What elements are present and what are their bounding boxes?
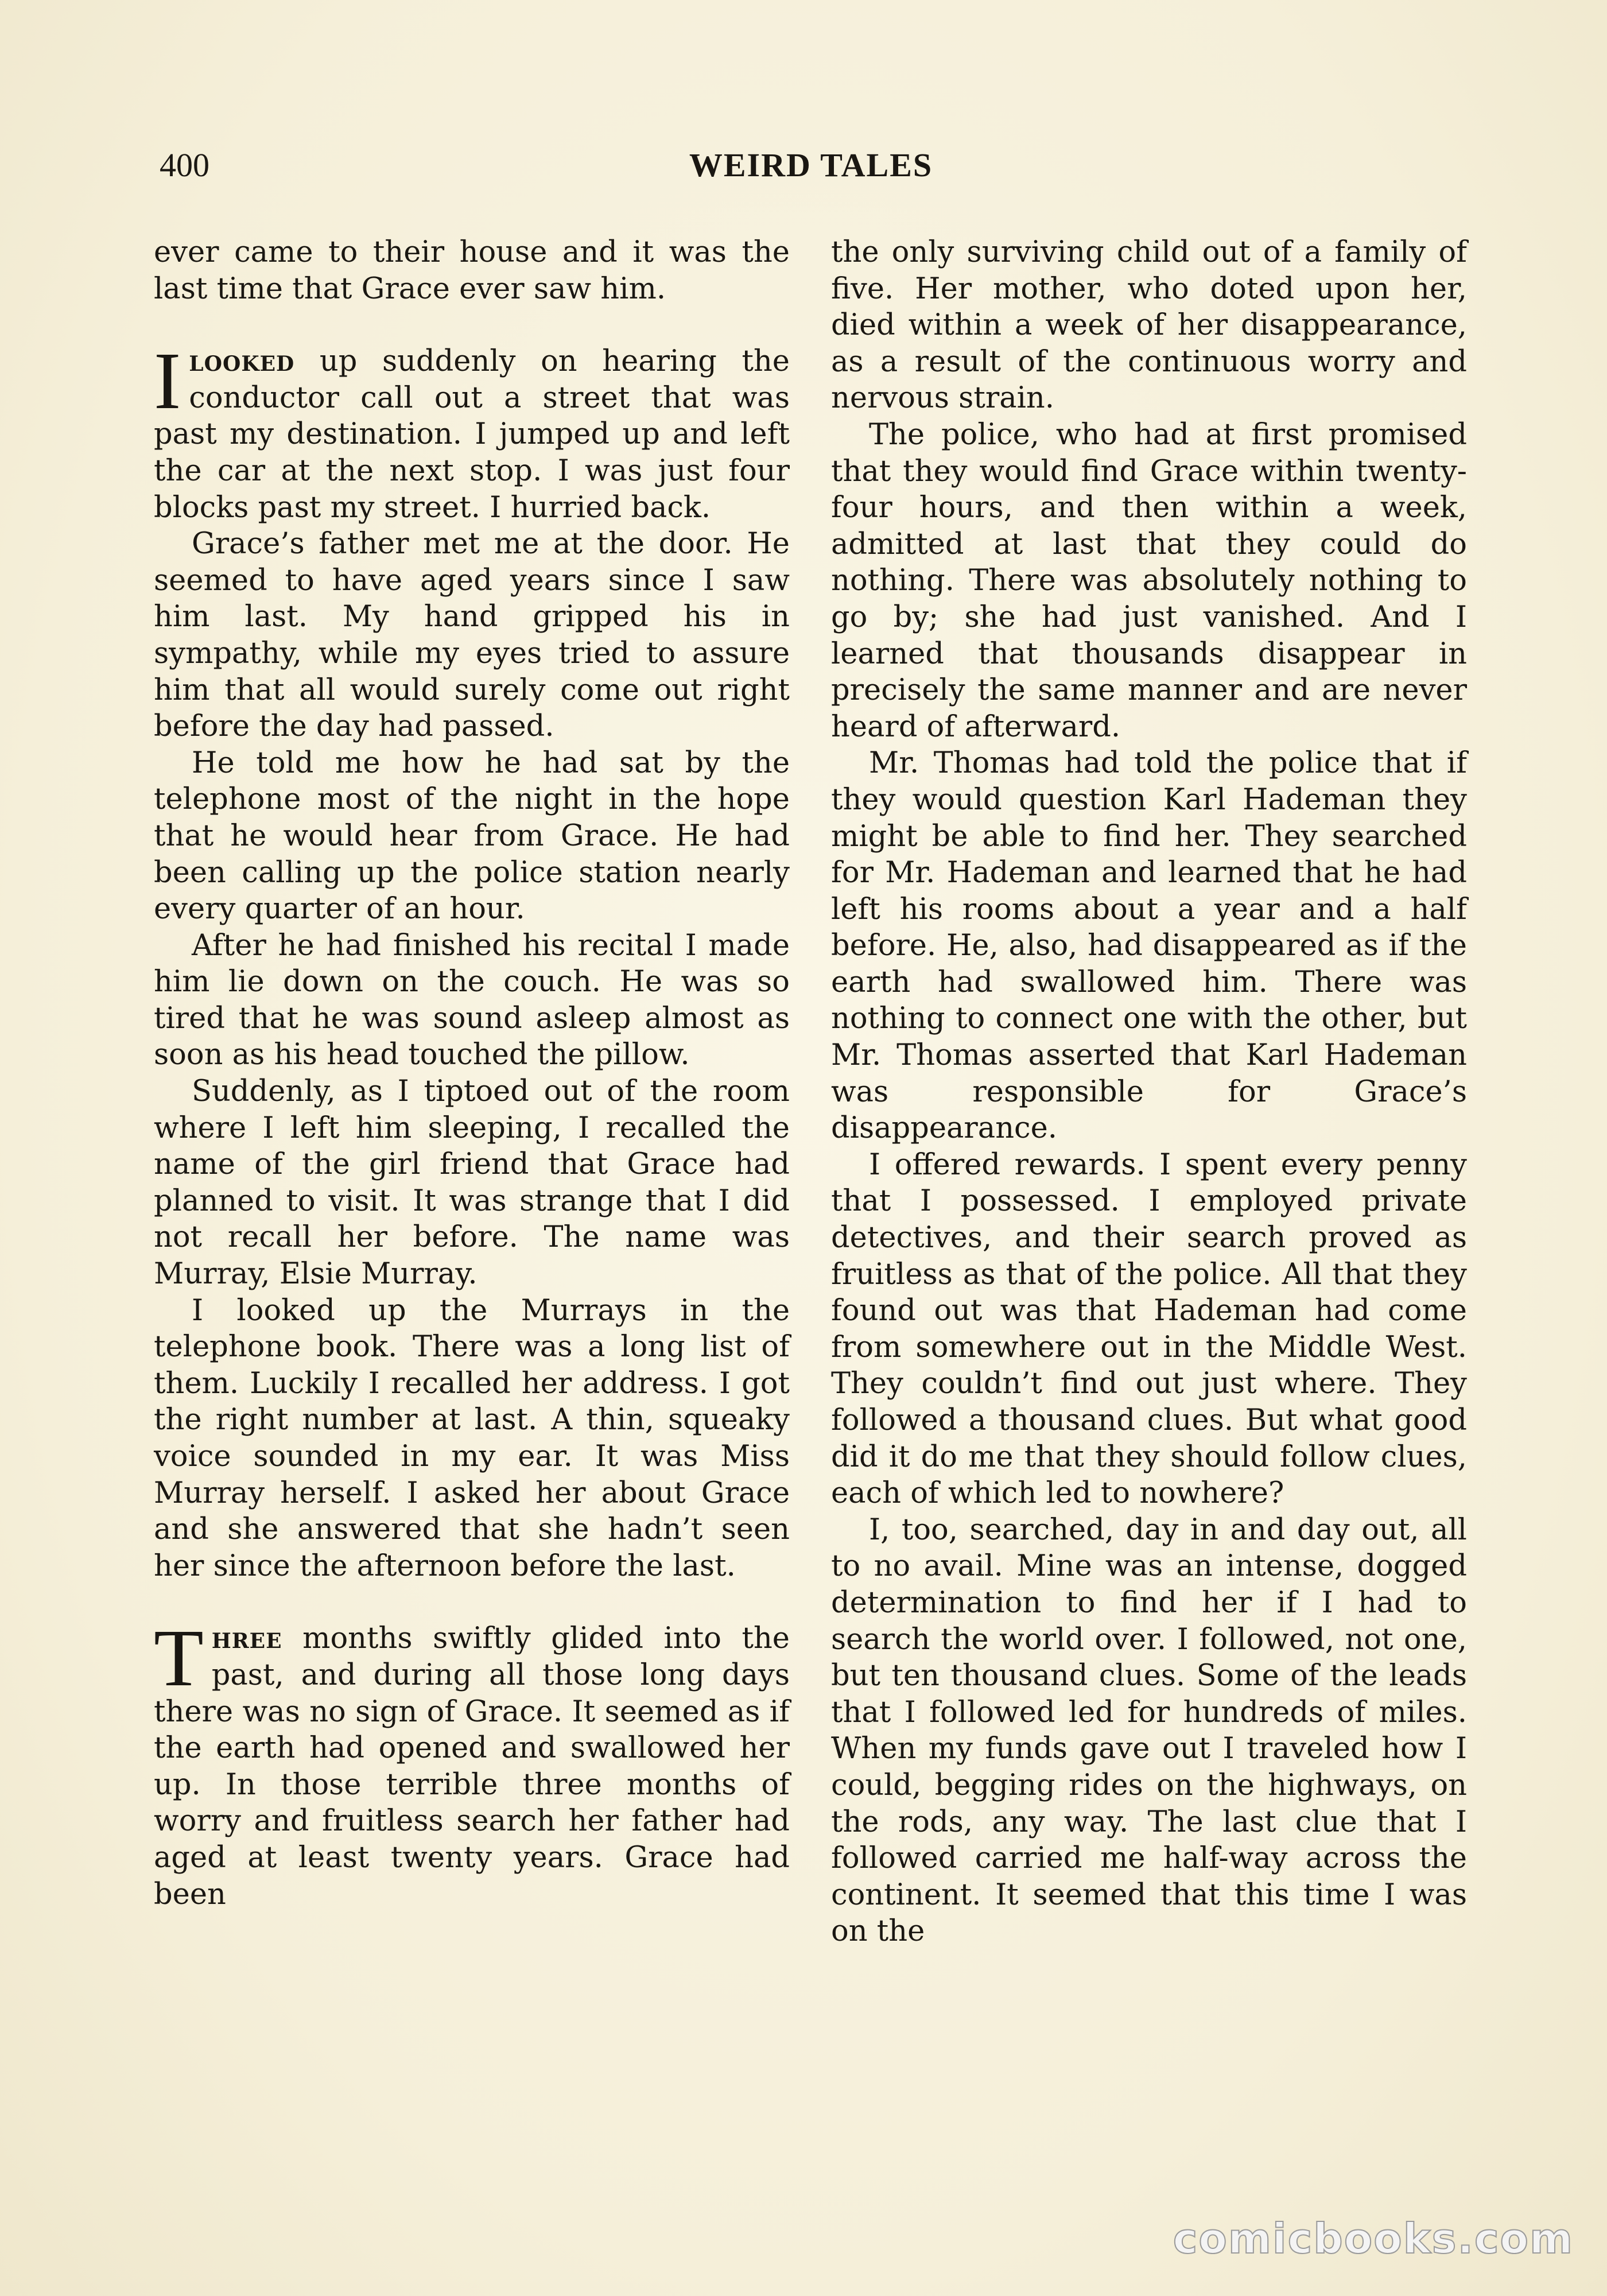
- paragraph: the only surviving child out of a family of five. Her mother, who doted upon her, died within a week of her disappearance, as a result of the continuous worry and nervous strain.: [831, 235, 1467, 416]
- paragraph: Grace’s father met me at the door. He seemed to have aged years since I saw him last. My hand gripped his in sympathy, while my eyes tried to assure him that all would surely come out right before the day had passed.: [154, 527, 790, 744]
- page-header: [160, 142, 1462, 188]
- paragraph: Mr. Thomas had told the police that if they would question Karl Hademan they might be able to find her. They searched for Mr. Hademan and learned that he had left his rooms about a year and a half before. He, also, had disappeared as if the earth had swallowed him. There was nothing to connect one with the other, but Mr. Thomas asserted that Karl Hademan was responsible for Grace’s disappearance.: [831, 746, 1467, 1146]
- paragraph: He told me how he had sat by the telephone most of the night in the hope that he would hear from Grace. He had been calling up the police station nearly every quarter of an hour.: [154, 746, 790, 926]
- drop-cap: T: [154, 1612, 204, 1704]
- paragraph: I looked up the Murrays in the telephone book. There was a long list of them. Luckily I recalled her address. I got the right number at last. A thin, squeaky voice sounded in my ear. It was Miss Murray herself. I asked her about Grace and she answered that she hadn’t seen her since the afternoon before the last.: [154, 1293, 790, 1583]
- drop-cap: I: [154, 335, 181, 426]
- small-caps-lead: hree: [211, 1621, 282, 1656]
- section-paragraph: [154, 1612, 790, 1913]
- running-title: WEIRD TALES: [689, 146, 933, 184]
- paragraph-text: months swiftly glided into the past, and during all those long days there was no sign of Grace. It seemed as if the earth had opened and swallowed her up. In those terrible three months of worry and fruitless search her father had aged at least twenty years. Grace had been: [154, 1622, 790, 1911]
- paragraph: The police, who had at first promised that they would find Grace within twenty-four hours, and then within a week, admitted at last that they could do nothing. There was absolutely nothing to go by; she had just vanished. And I learned that thousands disappear in precisely the same manner and are never heard of afterward.: [831, 417, 1467, 744]
- right-column: [831, 234, 1467, 1950]
- paragraph: ever came to their house and it was the last time that Grace ever saw him.: [154, 235, 790, 306]
- paragraph: Suddenly, as I tiptoed out of the room where I left him sleeping, I recalled the name of the girl friend that Grace had planned to visit. It was strange that I did not recall her before. The name was Murray, Elsie Murray.: [154, 1075, 790, 1292]
- paragraph-text: up suddenly on hearing the conductor call out a street that was past my destination. I jumped up and left the car at the next stop. I was just four blocks past my street. I hurried back.: [154, 344, 790, 525]
- paragraph: I offered rewards. I spent every penny that I possessed. I employed private detectives, and their search proved as fruitless as that of the police. All that they found out was that Hademan had come from somewhere out in the Middle West. They couldn’t find out just where. They followed a thousand clues. But what good did it do me that they should follow clues, each of which led to nowhere?: [831, 1147, 1467, 1511]
- watermark: comicbooks.com: [1173, 2214, 1574, 2263]
- page-number: 400: [160, 146, 209, 184]
- paragraph: I, too, searched, day in and day out, all to no avail. Mine was an intense, dogged determination to find her if I had to search the world over. I followed, not one, but ten thousand clues. Some of the leads that I followed led for hundreds of miles. When my funds gave out I traveled how I could, begging rides on the highways, on the rods, any way. The last clue that I followed carried me half-way across the continent. It seemed that this time I was on the: [831, 1512, 1467, 1949]
- left-column: [154, 234, 790, 1913]
- small-caps-lead: looked: [189, 344, 295, 379]
- paragraph: After he had finished his recital I made him lie down on the couch. He was so tired that he was sound asleep almost as soon as his head touched the pillow.: [154, 928, 790, 1072]
- section-paragraph: [154, 335, 790, 526]
